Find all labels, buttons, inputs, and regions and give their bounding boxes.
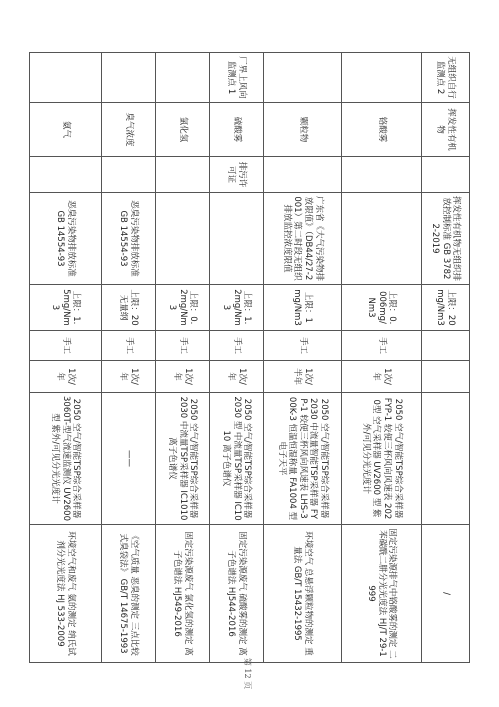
cell-method — [422, 331, 470, 361]
cell-analysis: 《空气质量 恶臭的测定 三点比较式臭袋法》 GB/T 14675-1993 — [102, 525, 156, 663]
cell-frequency: 1次/年 — [342, 361, 422, 393]
cell-analysis: 环境空气 总悬浮颗粒物的测定 重量法 GB/T 15432-1995 — [264, 525, 342, 663]
cell-standard: 挥发性有机物无组织排放控制标准 GB 37822-2019 — [422, 193, 470, 285]
cell-instrument — [422, 393, 470, 525]
cell-frequency: 1次/年 — [30, 361, 102, 393]
cell-limit: 上限：0.006mg/Nm3 — [342, 285, 422, 331]
table-row — [156, 53, 210, 663]
monitoring-table — [29, 52, 470, 663]
cell-limit: 上限：0.2mg/Nm3 — [156, 285, 210, 331]
cell-permit — [156, 157, 210, 193]
cell-point — [264, 53, 342, 103]
cell-standard: 恶臭污染物排放标准 GB 14554-93 — [102, 193, 156, 285]
cell-limit: 上限：1.2mg/Nm3 — [210, 285, 264, 331]
table-row — [342, 53, 422, 663]
cell-point: 厂界上风向监测点 1 — [210, 53, 264, 103]
cell-method: 手工 — [156, 331, 210, 361]
cell-analysis: 固定污染源废气 硫酸雾的测定 离子色谱法 HJ544-2016 — [210, 525, 264, 663]
cell-instrument: 2050 空气/智能TSP综合采样器 2030 型 中流量TSP采样器 IC1010 离子色谱仪 — [210, 393, 264, 525]
cell-analysis: / — [422, 525, 470, 663]
table-row — [102, 53, 156, 663]
cell-pollutant: 挥发性有机物 — [422, 103, 470, 157]
cell-method: 手工 — [210, 331, 264, 361]
cell-point — [30, 53, 102, 103]
cell-analysis: 环境空气和废气 氨的测定 纳氏试剂分光光度法 HJ 533-2009 — [30, 525, 102, 663]
cell-instrument: —— — [102, 393, 156, 525]
cell-pollutant: 臭气浓度 — [102, 103, 156, 157]
cell-standard: 广东省《大气污染物排放限值》（DB44/27-2001）第二时段无组织排放监控浓度限值 — [264, 193, 342, 285]
cell-permit: 排污许可证 — [210, 157, 264, 193]
cell-frequency: 1次/年 — [210, 361, 264, 393]
cell-limit: 上限：20无量纲 — [102, 285, 156, 331]
cell-pollutant: 氨气 — [30, 103, 102, 157]
page-number: 第 12 页 — [243, 657, 253, 690]
cell-pollutant: 铬酸雾 — [342, 103, 422, 157]
cell-frequency: 1次/年 — [156, 361, 210, 393]
cell-point — [102, 53, 156, 103]
cell-method: 手工 — [264, 331, 342, 361]
cell-frequency — [422, 361, 470, 393]
cell-instrument: 2050 空气/智能TSP综合采样器 FYP-1 较便三杯风向风速表 2020型 空气采样器 UV2600 型 紫外/可见分光光度计 — [342, 393, 422, 525]
cell-method: 手工 — [342, 331, 422, 361]
cell-standard: 恶臭污染物排放标准 GB 14554-93 — [30, 193, 102, 285]
cell-standard — [342, 193, 422, 285]
table-row — [30, 53, 102, 663]
cell-instrument: 2050 空气/智能TSP综合采样器 2030 中流量智能TSP采样器 FYP-1 较便三杯风向风速表 LHS-300K-3 恒温恒湿称量 FA1004 型 电子天平 — [264, 393, 342, 525]
cell-permit — [102, 157, 156, 193]
cell-permit — [422, 157, 470, 193]
cell-pollutant: 硫酸雾 — [210, 103, 264, 157]
cell-instrument: 2050 空气/智能TSP综合采样器 3060T-型气流速监测仪 UV2600 型 紫外/可见分光光度计 — [30, 393, 102, 525]
rotated-table-container — [30, 52, 470, 662]
cell-method: 手工 — [102, 331, 156, 361]
cell-permit — [342, 157, 422, 193]
table-row — [210, 53, 264, 663]
cell-analysis: 固定污染源排气中铬酸雾的测定 二苯碳酰二肼分光光度法 HJ/T 29-1999 — [342, 525, 422, 663]
cell-frequency: 1次/半年 — [264, 361, 342, 393]
cell-point — [342, 53, 422, 103]
cell-standard — [210, 193, 264, 285]
cell-pollutant: 颗粒物 — [264, 103, 342, 157]
cell-limit: 上限：1.5mg/Nm3 — [30, 285, 102, 331]
cell-instrument: 2050 空气/智能TSP综合采样器 2030 中流量TSP采样器 IC1010 离子色谱仪 — [156, 393, 210, 525]
cell-standard — [156, 193, 210, 285]
table-row — [264, 53, 342, 663]
cell-limit: 上限：20mg/Nm3 — [422, 285, 470, 331]
cell-analysis: 固定污染源废气 氯化氢的测定 离子色谱法 HJ549-2016 — [156, 525, 210, 663]
cell-point — [156, 53, 210, 103]
cell-method: 手工 — [30, 331, 102, 361]
cell-pollutant: 氯化氢 — [156, 103, 210, 157]
cell-limit: 上限：1mg/Nm3 — [264, 285, 342, 331]
cell-frequency: 1次/年 — [102, 361, 156, 393]
table-row — [422, 53, 470, 663]
cell-point: 无组织自行监测点 2 — [422, 53, 470, 103]
cell-permit — [264, 157, 342, 193]
cell-permit — [30, 157, 102, 193]
